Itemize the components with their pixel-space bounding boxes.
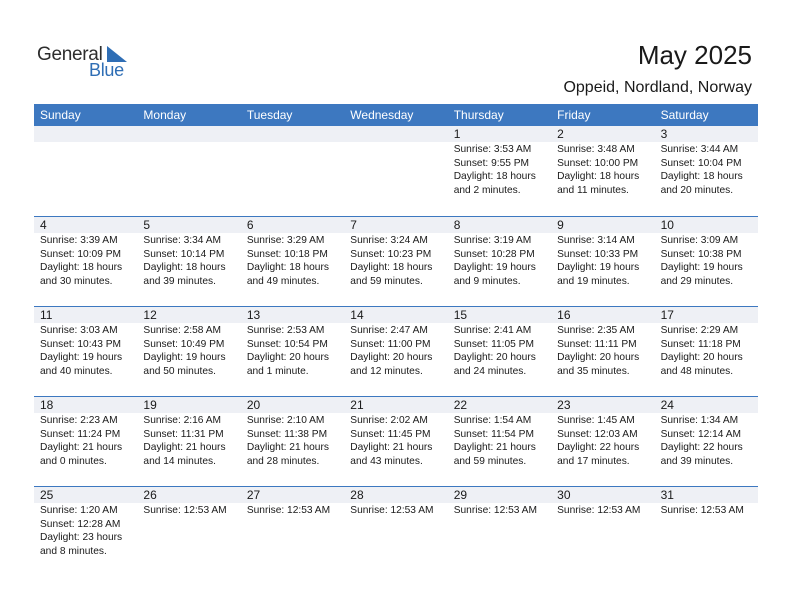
day-number: 23 [551, 397, 654, 413]
logo-text-blue: Blue [89, 60, 124, 80]
day-sun-info [34, 413, 137, 468]
calendar-day-cell [551, 126, 654, 216]
calendar-day-cell [241, 397, 344, 486]
sun-info-line: Daylight: 20 hours [350, 352, 433, 363]
sun-info-line: and 24 minutes. [453, 365, 527, 377]
sun-info-line: Sunset: 10:00 PM [557, 157, 639, 169]
sun-info-line: Sunrise: 3:44 AM [660, 144, 739, 155]
calendar-day-cell [344, 397, 447, 486]
sun-info-line: Sunset: 12:14 AM [660, 428, 741, 440]
sun-info-line: Sunset: 10:43 PM [40, 338, 121, 350]
sun-info-line: Daylight: 23 hours [40, 532, 123, 543]
sun-info-line: Daylight: 18 hours [246, 262, 329, 273]
day-sun-info [344, 233, 447, 288]
calendar-week-row [34, 126, 758, 216]
sun-info-line: Sunrise: 2:35 AM [557, 325, 635, 336]
calendar-day-cell [655, 307, 758, 396]
sun-info-line: Daylight: 18 hours [557, 171, 640, 182]
calendar-day-cell [241, 307, 344, 396]
sun-info-line: Daylight: 20 hours [246, 352, 329, 363]
day-sun-info [655, 323, 758, 378]
calendar-weeks [34, 126, 758, 576]
day-number: 10 [655, 217, 758, 233]
sun-info-line: and 30 minutes. [40, 275, 113, 287]
sun-info-line: Daylight: 18 hours [143, 262, 226, 273]
day-number: 13 [241, 307, 344, 323]
sun-info-line: Daylight: 21 hours [246, 442, 329, 453]
sun-info-line: Sunset: 11:05 PM [453, 338, 534, 350]
calendar-day-cell [448, 487, 551, 576]
sun-info-line: Sunset: 12:28 AM [40, 518, 121, 530]
sun-info-line: and 17 minutes. [557, 455, 630, 467]
sun-info-line: Sunrise: 2:23 AM [40, 415, 118, 426]
sun-info-line: Sunset: 10:54 PM [246, 338, 328, 350]
calendar-day-cell [551, 217, 654, 306]
day-sun-info [241, 503, 344, 518]
day-number: 1 [448, 126, 551, 142]
sun-info-line: and 0 minutes. [40, 455, 107, 467]
sun-info-line: Sunset: 10:38 PM [660, 248, 742, 260]
day-number: 18 [34, 397, 137, 413]
day-sun-info [34, 233, 137, 288]
weekday-header: Wednesday [350, 108, 414, 122]
weekday-header: Saturday [660, 108, 709, 122]
day-number [137, 126, 240, 142]
calendar-day-cell [344, 487, 447, 576]
day-sun-info [241, 233, 344, 288]
day-sun-info [551, 323, 654, 378]
sun-info-line: Sunset: 12:03 AM [557, 428, 638, 440]
calendar-day-cell [137, 487, 240, 576]
sun-info-line: Sunrise: 12:53 AM [246, 505, 331, 516]
day-number: 28 [344, 487, 447, 503]
calendar-week-row [34, 306, 758, 396]
day-number: 14 [344, 307, 447, 323]
day-sun-info [344, 503, 447, 518]
day-number: 22 [448, 397, 551, 413]
day-number: 26 [137, 487, 240, 503]
calendar-day-cell [448, 126, 551, 216]
day-sun-info [448, 413, 551, 468]
day-sun-info [551, 233, 654, 288]
day-sun-info [655, 233, 758, 288]
sun-info-line: Sunset: 10:14 PM [143, 248, 225, 260]
sun-info-line: Sunset: 10:28 PM [453, 248, 535, 260]
sun-info-line: Daylight: 21 hours [453, 442, 536, 453]
calendar-day-cell [655, 397, 758, 486]
calendar-day-cell [551, 397, 654, 486]
sun-info-line: and 49 minutes. [246, 275, 320, 287]
sun-info-line: Sunrise: 12:53 AM [453, 505, 537, 516]
sun-info-line: Sunset: 11:00 PM [350, 338, 431, 350]
sun-info-line: Sunrise: 12:53 AM [557, 505, 641, 516]
day-sun-info [655, 142, 758, 197]
calendar-day-cell [448, 217, 551, 306]
calendar-day-cell [448, 307, 551, 396]
sun-info-line: Sunrise: 2:58 AM [143, 325, 222, 336]
day-number: 3 [655, 126, 758, 142]
weekday-header-row [34, 104, 758, 126]
day-number: 27 [241, 487, 344, 503]
sun-info-line: Sunrise: 12:53 AM [660, 505, 744, 516]
calendar-day-cell [655, 487, 758, 576]
sun-info-line: Daylight: 21 hours [40, 442, 123, 453]
sun-info-line: Daylight: 18 hours [660, 171, 743, 182]
day-number: 7 [344, 217, 447, 233]
sun-info-line: Daylight: 20 hours [660, 352, 743, 363]
sun-info-line: and 39 minutes. [660, 455, 734, 467]
sun-info-line: Daylight: 20 hours [453, 352, 536, 363]
sun-info-line: Sunset: 10:33 PM [557, 248, 639, 260]
day-number: 17 [655, 307, 758, 323]
sun-info-line: Sunrise: 2:41 AM [453, 325, 532, 336]
calendar-week-row [34, 396, 758, 486]
day-sun-info [655, 413, 758, 468]
calendar-day-cell [137, 397, 240, 486]
day-number: 31 [655, 487, 758, 503]
sun-info-line: and 48 minutes. [660, 365, 734, 377]
day-sun-info [137, 503, 240, 518]
sun-info-line: Sunrise: 3:24 AM [350, 235, 428, 246]
weekday-header: Tuesday [246, 108, 293, 122]
calendar-day-cell [655, 126, 758, 216]
sun-info-line: and 43 minutes. [350, 455, 423, 467]
day-number: 21 [344, 397, 447, 413]
brand-logo [37, 44, 137, 84]
day-sun-info [551, 503, 654, 518]
day-sun-info [344, 413, 447, 468]
sun-info-line: Sunrise: 12:53 AM [350, 505, 434, 516]
location-subtitle: Oppeid, Nordland, Norway [563, 79, 752, 96]
calendar-day-cell [448, 397, 551, 486]
day-sun-info [551, 413, 654, 468]
sun-info-line: Sunrise: 1:54 AM [453, 415, 532, 426]
calendar-day-cell [551, 307, 654, 396]
day-sun-info [137, 413, 240, 468]
sun-info-line: Sunrise: 3:19 AM [453, 235, 532, 246]
calendar-day-cell [34, 307, 137, 396]
sun-info-line: Daylight: 19 hours [660, 262, 743, 273]
sun-info-line: and 39 minutes. [143, 275, 216, 287]
day-number: 12 [137, 307, 240, 323]
sun-info-line: Daylight: 19 hours [143, 352, 226, 363]
day-number: 8 [448, 217, 551, 233]
day-sun-info [34, 503, 137, 558]
sun-info-line: Sunset: 10:04 PM [660, 157, 742, 169]
sun-info-line: and 59 minutes. [350, 275, 423, 287]
day-number: 20 [241, 397, 344, 413]
sun-info-line: Sunset: 10:18 PM [246, 248, 328, 260]
calendar-week-row [34, 486, 758, 576]
sun-info-line: and 28 minutes. [246, 455, 320, 467]
sun-info-line: and 11 minutes. [557, 184, 629, 196]
sun-info-line: Sunset: 11:24 PM [40, 428, 121, 440]
weekday-header: Friday [557, 108, 591, 122]
page-title: May 2025 [637, 40, 752, 70]
sun-info-line: Sunrise: 3:34 AM [143, 235, 222, 246]
sun-info-line: Sunrise: 1:34 AM [660, 415, 739, 426]
sun-info-line: Daylight: 20 hours [557, 352, 640, 363]
sun-info-line: Sunset: 11:45 PM [350, 428, 431, 440]
day-number: 5 [137, 217, 240, 233]
calendar-day-cell [34, 397, 137, 486]
calendar-day-cell [344, 217, 447, 306]
day-sun-info [448, 503, 551, 518]
sun-info-line: and 1 minute. [246, 365, 309, 377]
day-sun-info [137, 142, 240, 143]
day-number: 2 [551, 126, 654, 142]
calendar-day-cell [241, 487, 344, 576]
sun-info-line: Sunrise: 2:53 AM [246, 325, 325, 336]
sun-info-line: Daylight: 18 hours [350, 262, 433, 273]
day-number: 16 [551, 307, 654, 323]
sun-info-line: Sunrise: 2:16 AM [143, 415, 222, 426]
day-number: 11 [34, 307, 137, 323]
day-number: 19 [137, 397, 240, 413]
sun-info-line: Sunset: 10:23 PM [350, 248, 432, 260]
sun-info-line: Sunrise: 3:39 AM [40, 235, 118, 246]
day-sun-info [344, 323, 447, 378]
sun-info-line: and 20 minutes. [660, 184, 734, 196]
sun-info-line: Daylight: 18 hours [453, 171, 536, 182]
sun-info-line: Sunset: 9:55 PM [453, 157, 530, 169]
sun-info-line: Daylight: 21 hours [143, 442, 226, 453]
day-sun-info [551, 142, 654, 197]
sun-info-line: and 14 minutes. [143, 455, 216, 467]
calendar-day-cell [655, 217, 758, 306]
day-number: 25 [34, 487, 137, 503]
day-number: 30 [551, 487, 654, 503]
calendar-day-cell [34, 126, 137, 216]
sun-info-line: and 19 minutes. [557, 275, 630, 287]
sun-info-line: and 2 minutes. [453, 184, 521, 196]
calendar-day-cell [34, 487, 137, 576]
sun-info-line: Sunrise: 2:47 AM [350, 325, 428, 336]
weekday-header: Thursday [453, 108, 504, 122]
calendar-day-cell [34, 217, 137, 306]
day-sun-info [137, 323, 240, 378]
sun-info-line: Sunrise: 2:02 AM [350, 415, 428, 426]
calendar-day-cell [241, 126, 344, 216]
sun-info-line: Sunset: 11:54 PM [453, 428, 534, 440]
day-number [34, 126, 137, 142]
sun-info-line: and 50 minutes. [143, 365, 216, 377]
sun-info-line: and 9 minutes. [453, 275, 521, 287]
sun-info-line: Sunrise: 3:48 AM [557, 144, 635, 155]
sun-info-line: Sunset: 11:31 PM [143, 428, 224, 440]
day-number: 29 [448, 487, 551, 503]
day-sun-info [448, 323, 551, 378]
sun-info-line: Sunset: 10:09 PM [40, 248, 121, 260]
day-sun-info [241, 142, 344, 143]
sun-info-line: Sunrise: 2:29 AM [660, 325, 739, 336]
calendar-day-cell [137, 126, 240, 216]
sun-info-line: Daylight: 19 hours [40, 352, 123, 363]
day-sun-info [34, 142, 137, 143]
calendar-day-cell [241, 217, 344, 306]
sun-info-line: and 12 minutes. [350, 365, 423, 377]
day-sun-info [137, 233, 240, 288]
day-number: 24 [655, 397, 758, 413]
day-sun-info [241, 413, 344, 468]
sun-info-line: Sunrise: 2:10 AM [246, 415, 325, 426]
sun-info-line: and 59 minutes. [453, 455, 527, 467]
sun-info-line: Daylight: 19 hours [453, 262, 536, 273]
sun-info-line: Daylight: 21 hours [350, 442, 433, 453]
sun-info-line: Sunrise: 3:09 AM [660, 235, 739, 246]
calendar-day-cell [551, 487, 654, 576]
sun-info-line: Sunrise: 3:03 AM [40, 325, 118, 336]
weekday-header: Monday [143, 108, 187, 122]
sun-info-line: Sunset: 11:18 PM [660, 338, 741, 350]
day-sun-info [34, 323, 137, 378]
day-number: 15 [448, 307, 551, 323]
sun-info-line: Daylight: 19 hours [557, 262, 640, 273]
logo-text-general: General [37, 44, 103, 65]
day-sun-info [448, 142, 551, 197]
day-sun-info [448, 233, 551, 288]
sun-info-line: Daylight: 22 hours [557, 442, 640, 453]
sun-info-line: and 29 minutes. [660, 275, 734, 287]
sun-info-line: Daylight: 18 hours [40, 262, 123, 273]
calendar-day-cell [137, 307, 240, 396]
sun-info-line: Sunset: 11:38 PM [246, 428, 328, 440]
calendar-day-cell [344, 307, 447, 396]
sun-info-line: Sunrise: 3:29 AM [246, 235, 325, 246]
weekday-header: Sunday [40, 108, 81, 122]
sun-info-line: Sunset: 10:49 PM [143, 338, 225, 350]
sun-info-line: and 35 minutes. [557, 365, 630, 377]
sun-info-line: Sunrise: 1:20 AM [40, 505, 118, 516]
sun-info-line: Sunrise: 12:53 AM [143, 505, 227, 516]
day-number: 9 [551, 217, 654, 233]
sun-info-line: and 8 minutes. [40, 545, 107, 557]
day-sun-info [344, 142, 447, 143]
calendar-day-cell [344, 126, 447, 216]
sun-info-line: Sunrise: 3:14 AM [557, 235, 635, 246]
day-number [344, 126, 447, 142]
day-number [241, 126, 344, 142]
day-sun-info [241, 323, 344, 378]
calendar-week-row [34, 216, 758, 306]
day-number: 6 [241, 217, 344, 233]
day-sun-info [655, 503, 758, 518]
sun-info-line: Daylight: 22 hours [660, 442, 743, 453]
day-number: 4 [34, 217, 137, 233]
calendar-day-cell [137, 217, 240, 306]
sun-info-line: and 40 minutes. [40, 365, 113, 377]
sun-info-line: Sunrise: 1:45 AM [557, 415, 635, 426]
sun-info-line: Sunset: 11:11 PM [557, 338, 637, 350]
sun-info-line: Sunrise: 3:53 AM [453, 144, 532, 155]
calendar-grid [34, 104, 758, 576]
